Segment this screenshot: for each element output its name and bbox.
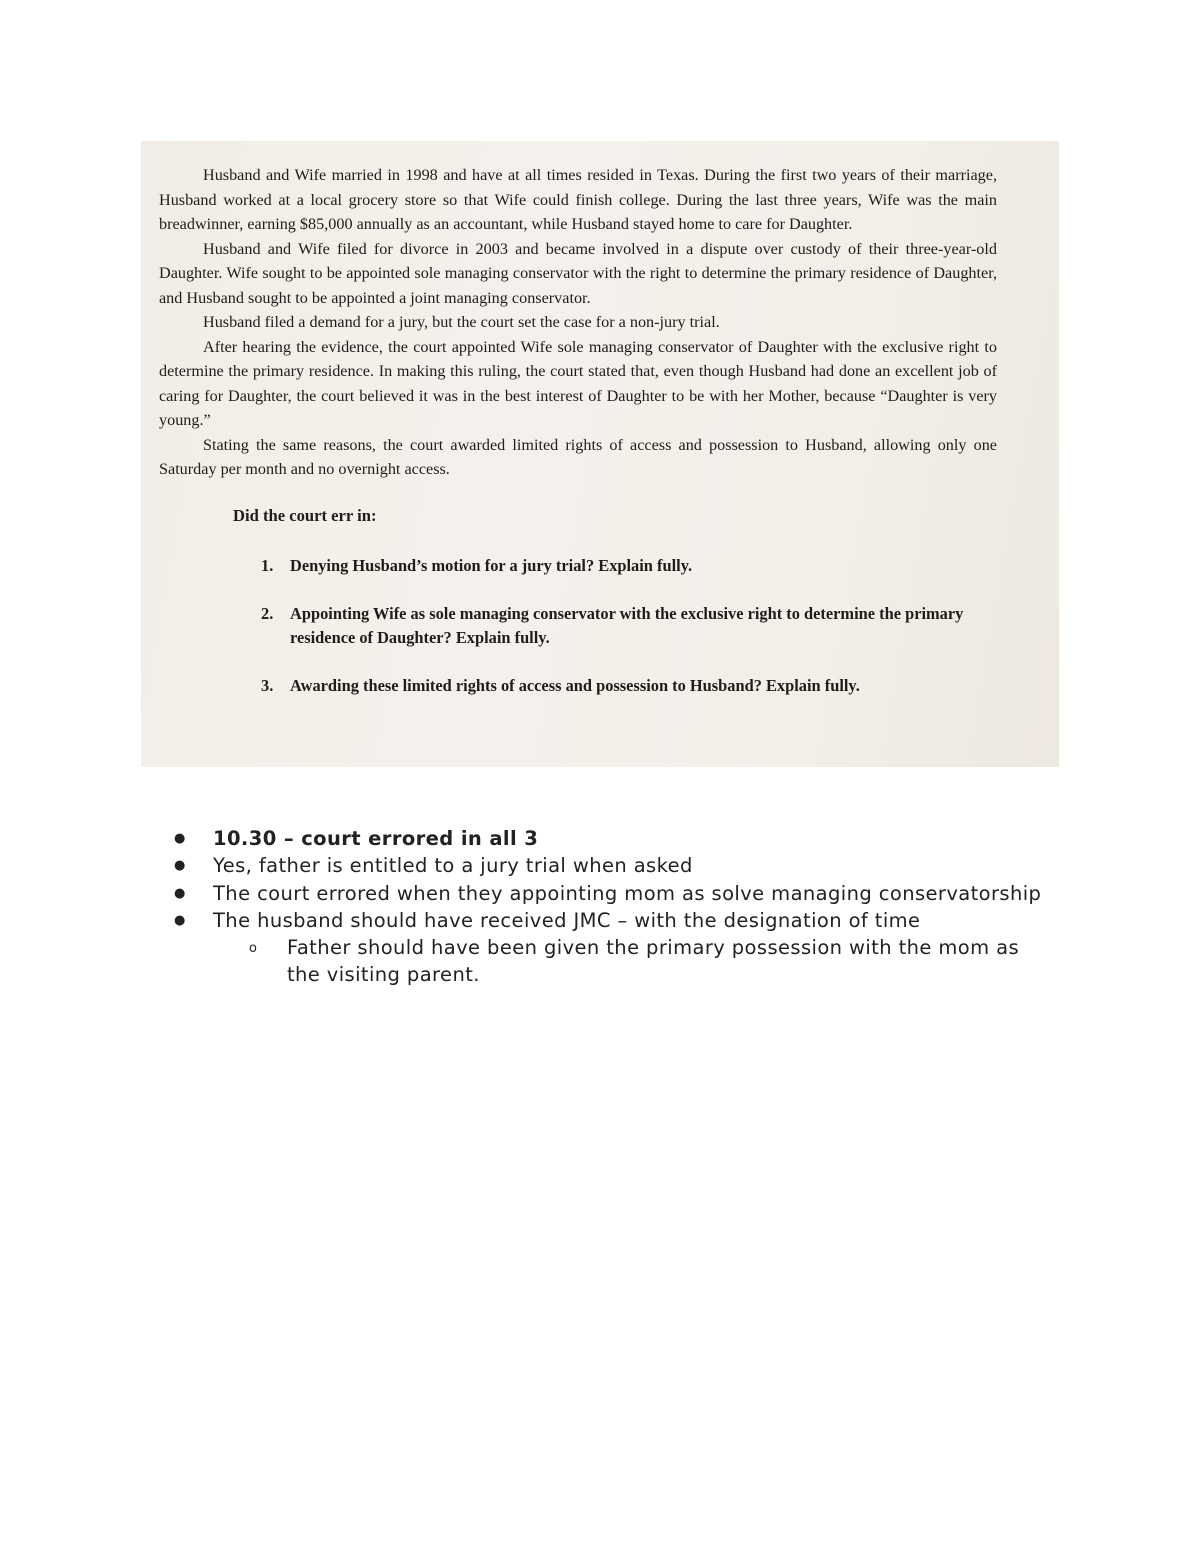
note-subtext: Father should have been given the primary possession with the mom as the visiting parent.	[287, 936, 1020, 987]
question-text: Appointing Wife as sole managing conservator with the exclusive right to determine the primary residence of Daughter? Explain fully.	[290, 604, 964, 647]
notes-bullet-list	[172, 825, 1042, 989]
list-item	[172, 880, 1042, 907]
question-item	[261, 554, 997, 578]
question-item	[261, 674, 997, 698]
fact-paragraph-3: Husband filed a demand for a jury, but the court set the case for a non-jury trial.	[203, 313, 720, 331]
question-number: 3.	[261, 676, 274, 695]
list-item	[172, 907, 1042, 934]
scanned-exam-image	[141, 141, 1059, 767]
bullet-dot-icon: ●	[174, 858, 186, 874]
bullet-circle-icon: o	[249, 941, 258, 957]
note-heading: 10.30 – court errored in all 3	[213, 827, 539, 850]
fact-paragraph-2: Husband and Wife filed for divorce in 2003 and became involved in a dispute over custody of their three-year-old Daughter. Wife sought to be appointed sole managing conservator with the right to determine the primary residence of Daughter, and Husband sought to be appointed a joint managing conservator.	[159, 239, 997, 307]
fact-paragraph-1: Husband and Wife married in 1998 and have at all times resided in Texas. During the first two years of their marriage, Husband worked at a local grocery store so that Wife could finish college. During the last three years, Wife was the main breadwinner, earning $85,000 annually as an accountant, while Husband stayed home to care for Daughter.	[159, 166, 997, 233]
question-list	[159, 554, 997, 698]
list-item	[172, 825, 1042, 852]
question-text: Denying Husband’s motion for a jury trial? Explain fully.	[290, 556, 693, 575]
bullet-dot-icon: ●	[174, 885, 186, 901]
fact-paragraph-5: Stating the same reasons, the court awarded limited rights of access and possession to Husband, allowing only one Saturday per month and no overnight access.	[159, 435, 997, 478]
question-prompt: Did the court err in:	[233, 505, 377, 525]
question-number: 2.	[261, 604, 274, 623]
question-text: Awarding these limited rights of access and possession to Husband? Explain fully.	[290, 676, 860, 695]
fact-paragraph-4: After hearing the evidence, the court appointed Wife sole managing conservator of Daughter with the exclusive right to determine the primary residence. In making this ruling, the court stated that, even though Husband had done an excellent job of caring for Daughter, the court believed it was in the best interest of Daughter to be with her Mother, because “Daughter is very young.”	[159, 337, 997, 429]
bullet-dot-icon: ●	[174, 912, 186, 928]
bullet-dot-icon: ●	[174, 831, 186, 846]
list-item	[172, 852, 1042, 879]
note-text: Yes, father is entitled to a jury trial when asked	[213, 854, 693, 878]
note-text: The court errored when they appointing mom as solve managing conservatorship	[213, 881, 1042, 905]
note-text: The husband should have received JMC – with the designation of time	[213, 908, 921, 932]
question-number: 1.	[261, 556, 274, 575]
question-item	[261, 602, 997, 650]
sub-list-item	[172, 934, 1042, 989]
